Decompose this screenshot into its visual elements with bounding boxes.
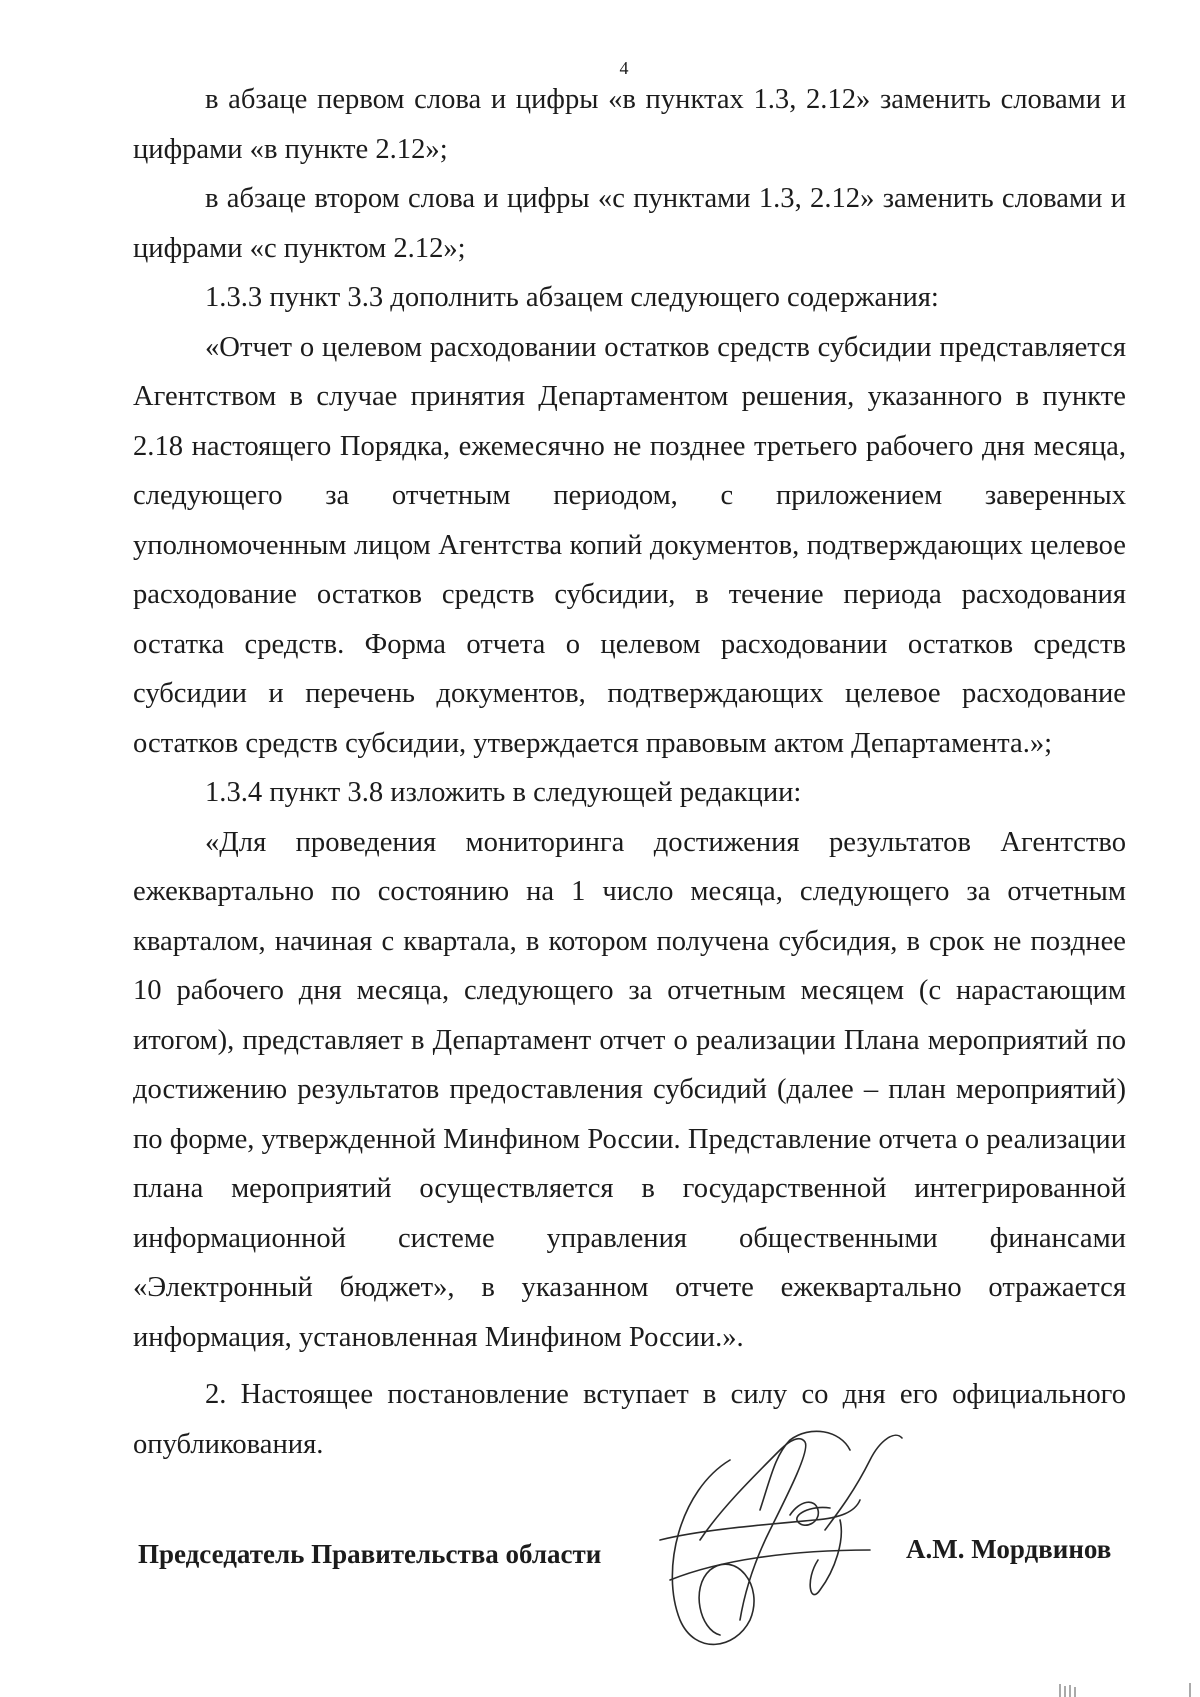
document-body <box>133 75 1126 1469</box>
page-number: 4 <box>619 58 629 78</box>
scan-edge-marks <box>1050 1680 1200 1697</box>
paragraph-2: в абзаце втором слова и цифры «с пунктами 1.3, 2.12» заменить словами и цифрами «с пунктом 2.12»; <box>133 183 1126 264</box>
handwritten-signature-icon <box>640 1420 920 1660</box>
paragraph-4: «Отчет о целевом расходовании остатков средств субсидии представляется Агентством в случае принятия Департаментом решения, указанного в пункте 2.18 настоящего Порядка, ежемесячно не позднее третьего рабочего дня месяца, следующего за отчетным периодом, с приложением заверенных уполномоченным лицом Агентства копий документов, подтверждающих целевое расходование остатков средств субсидии, в течение периода расходования остатка средств. Форма отчета о целевом расходовании остатков средств субсидии и перечень документов, подтверждающих целевое расходование остатков средств субсидии, утверждается правовым актом Департамента.»; <box>133 331 1126 759</box>
signatory-name: А.М. Мордвинов <box>906 1534 1112 1564</box>
signatory-title: Председатель Правительства области <box>138 1539 602 1569</box>
paragraph-3: 1.3.3 пункт 3.3 дополнить абзацем следующего содержания: <box>205 282 939 313</box>
paragraph-1: в абзаце первом слова и цифры «в пунктах 1.3, 2.12» заменить словами и цифрами «в пункте 2.12»; <box>133 84 1126 165</box>
paragraph-5: 1.3.4 пункт 3.8 изложить в следующей редакции: <box>205 777 802 808</box>
paragraph-7: 2. Настоящее постановление вступает в силу со дня его официального опубликования. <box>133 1379 1126 1460</box>
paragraph-6: «Для проведения мониторинга достижения результатов Агентство ежеквартально по состоянию на 1 число месяца, следующего за отчетным кварталом, начиная с квартала, в котором получена субсидия, в срок не позднее 10 рабочего дня месяца, следующего за отчетным месяцем (с нарастающим итогом), представляет в Департамент отчет о реализации Плана мероприятий по достижению результатов предоставления субсидий (далее – план мероприятий) по форме, утвержденной Минфином России. Представление отчета о реализации плана мероприятий осуществляется в государственной интегрированной информационной системе управления общественными финансами «Электронный бюджет», в указанном отчете ежеквартально отражается информация, установленная Минфином России.». <box>133 826 1126 1353</box>
